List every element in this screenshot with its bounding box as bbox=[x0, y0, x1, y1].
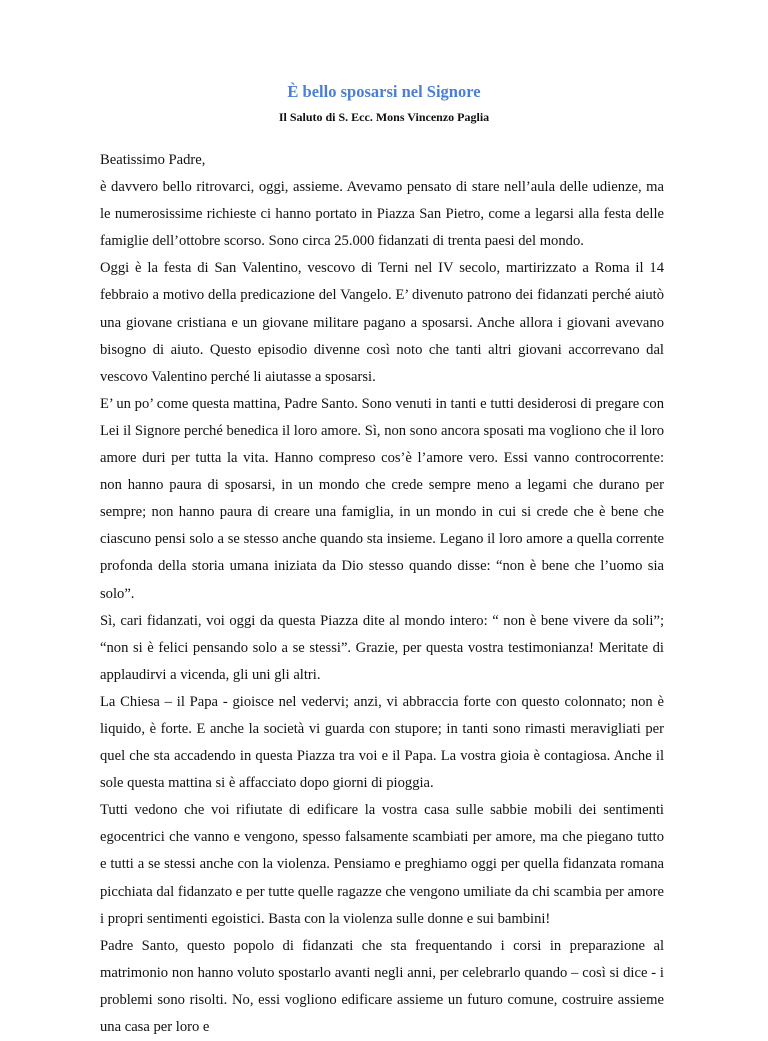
paragraph: è davvero bello ritrovarci, oggi, assieme. Avevamo pensato di stare nell’aula delle udienze, ma le numerosissime richieste ci hanno portato in Piazza San Pietro, come a legarsi alla festa delle famiglie dell’ottobre scorso. Sono circa 25.000 fidanzati di trenta paesi del mondo. bbox=[100, 179, 664, 250]
document-title: È bello sposarsi nel Signore bbox=[287, 82, 481, 101]
paragraph: La Chiesa – il Papa - gioisce nel vedervi; anzi, vi abbraccia forte con questo colonnato; non è liquido, è forte. E anche la società vi guarda con stupore; in tanti sono rimasti meravigliati per quel che sta accadendo in questa Piazza tra voi e il Papa. La vostra gioia è contagiosa. Anche il sole questa mattina si è affacciato dopo giorni di pioggia. bbox=[100, 693, 664, 792]
paragraph-salutation: Beatissimo Padre, bbox=[100, 152, 206, 168]
document-subtitle: Il Saluto di S. Ecc. Mons Vincenzo Paglia bbox=[278, 110, 490, 124]
paragraph: Tutti vedono che voi rifiutate di edificare la vostra casa sulle sabbie mobili dei sentimenti egocentrici che vanno e vengono, spesso falsamente scambiati per amore, ma che piegano tutto e tutti a se stessi anche con la violenza. Pensiamo e preghiamo oggi per quella fidanzata romana picchiata dal fidanzato e per tutte quelle ragazze che vengono umiliate da chi scambia per amore i propri sentimenti egoistici. Basta con la violenza sulle donne e sui bambini! bbox=[100, 802, 664, 927]
paragraph: Sì, cari fidanzati, voi oggi da questa Piazza dite al mondo intero: “ non è bene vivere da soli”; “non si è felici pensando solo a se stessi”. Grazie, per questa vostra testimonianza! Meritate di applaudirvi a vicenda, gli uni gli altri. bbox=[100, 612, 664, 683]
paragraph: E’ un po’ come questa mattina, Padre Santo. Sono venuti in tanti e tutti desiderosi di pregare con Lei il Signore perché benedica il loro amore. Sì, non sono ancora sposati ma vogliono che il loro amore duri per tutta la vita. Hanno compreso cos’è l’amore vero. Essi vanno controcorrente: non hanno paura di sposarsi, in un mondo che crede sempre meno a legami che durano per sempre; non hanno paura di creare una famiglia, in un mondo in cui si crede che è bene che ciascuno pensi solo a se stesso anche quando sta insieme. Legano il loro amore a quella corrente profonda della storia umana iniziata da Dio stesso quando disse: “non è bene che l’uomo sia solo”. bbox=[100, 395, 664, 602]
document-body bbox=[100, 147, 664, 1041]
paragraph: Oggi è la festa di San Valentino, vescovo di Terni nel IV secolo, martirizzato a Roma il 14 febbraio a motivo della predicazione del Vangelo. E’ divenuto patrono dei fidanzati perché aiutò una giovane cristiana e un giovane militare pagano a sposarsi. Anche allora i giovani avevano bisogno di aiuto. Questo episodio divenne così noto che tanti altri giovani accorrevano dal vescovo Valentino perché li aiutasse a sposarsi. bbox=[100, 260, 664, 385]
paragraph: Padre Santo, questo popolo di fidanzati che sta frequentando i corsi in preparazione al matrimonio non hanno voluto spostarlo avanti negli anni, per celebrarlo quando – così si dice - i problemi sono risolti. No, essi vogliono edificare assieme un futuro comune, costruire assieme una casa per loro e bbox=[100, 937, 664, 1035]
